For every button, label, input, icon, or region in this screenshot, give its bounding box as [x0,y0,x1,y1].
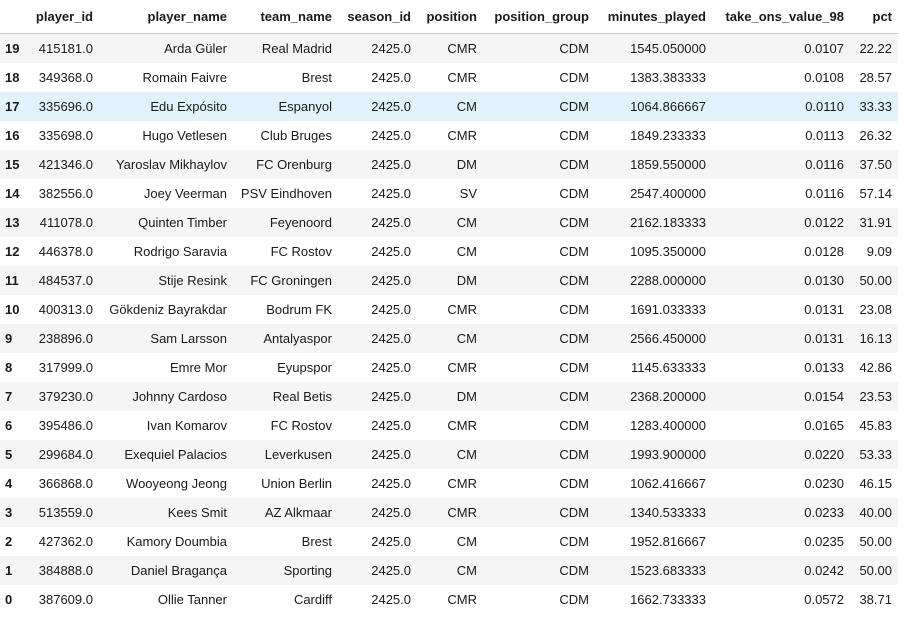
table-cell: PSV Eindhoven [240,186,332,201]
table-cell: 2425.0 [371,70,411,85]
row-index: 1 [5,563,13,578]
column-header: season_id [338,0,417,34]
table-cell: CMR [447,476,477,491]
table-cell: CMR [447,41,477,56]
table-cell: Edu Expósito [150,99,227,114]
table-cell: Espanyol [278,99,332,114]
table-cell: 484537.0 [38,273,93,288]
table-cell: CDM [559,157,589,172]
table-cell: 2425.0 [371,302,411,317]
table-cell: CM [456,563,477,578]
table-cell: CM [456,244,477,259]
table-cell: 349368.0 [38,70,93,85]
table-cell: 2425.0 [371,418,411,433]
row-index: 4 [5,476,13,491]
table-row [0,121,898,150]
table-cell: 2566.450000 [630,331,706,346]
table-cell: 0.0220 [804,447,844,462]
table-cell: 0.0122 [804,215,844,230]
table-cell: CDM [559,302,589,317]
table-cell: Bodrum FK [266,302,332,317]
table-cell: 23.08 [859,302,892,317]
table-cell: 40.00 [859,505,892,520]
table-cell: CMR [447,70,477,85]
table-row [0,411,898,440]
table-cell: 1523.683333 [630,563,706,578]
table-cell: 38.71 [859,592,892,607]
table-cell: 0.0116 [805,186,844,201]
table-cell: 23.53 [859,389,892,404]
table-cell: 2425.0 [371,592,411,607]
table-cell: 50.00 [859,273,892,288]
table-cell: 238896.0 [38,331,93,346]
table-cell: CDM [559,534,589,549]
table-cell: 1283.400000 [630,418,706,433]
table-cell: Brest [301,70,332,85]
table-cell: Emre Mor [169,360,227,375]
row-index: 5 [5,447,13,462]
table-cell: 9.09 [866,244,892,259]
table-cell: 0.0108 [804,70,844,85]
table-cell: Arda Güler [164,41,227,56]
table-cell: 421346.0 [38,157,93,172]
table-row [0,469,898,498]
table-cell: 387609.0 [38,592,93,607]
table-cell: Gökdeniz Bayrakdar [109,302,227,317]
table-cell: 1062.416667 [630,476,706,491]
table-cell: CDM [559,505,589,520]
table-cell: CDM [559,186,589,201]
table-cell: 42.86 [859,360,892,375]
table-cell: Joey Veerman [143,186,227,201]
column-header: team_name [233,0,338,34]
table-cell: CDM [559,592,589,607]
table-cell: 1145.633333 [631,360,706,375]
column-header: take_ons_value_98 [712,0,850,34]
index-header [0,0,28,34]
table-cell: 2425.0 [371,157,411,172]
table-cell: 382556.0 [38,186,93,201]
table-cell: 37.50 [859,157,892,172]
table-cell: 2425.0 [371,99,411,114]
table-row [0,266,898,295]
table-cell: 384888.0 [38,563,93,578]
table-cell: 0.0116 [805,157,844,172]
column-header: pct [850,0,898,34]
table-cell: DM [456,273,477,288]
table-cell: Wooyeong Jeong [126,476,227,491]
table-cell: Romain Faivre [142,70,227,85]
table-row [0,179,898,208]
table-cell: CDM [559,244,589,259]
table-cell: CDM [559,476,589,491]
table-row [0,556,898,585]
table-cell: 1859.550000 [630,157,706,172]
table-cell: Feyenoord [269,215,332,230]
table-cell: CMR [447,128,477,143]
row-index: 18 [5,70,20,85]
table-cell: 0.0113 [805,128,844,143]
table-cell: CDM [559,563,589,578]
row-index: 3 [5,505,13,520]
table-cell: Ivan Komarov [146,418,227,433]
table-row [0,585,898,614]
table-cell: 1849.233333 [630,128,706,143]
table-cell: 33.33 [859,99,892,114]
table-cell: 411078.0 [39,215,93,230]
table-cell: Kees Smit [167,505,227,520]
row-index: 15 [5,157,20,172]
table-cell: CDM [559,215,589,230]
table-cell: 0.0154 [804,389,844,404]
table-row [0,34,898,64]
table-cell: 2425.0 [371,331,411,346]
table-cell: 2425.0 [371,563,411,578]
row-index: 9 [5,331,13,346]
table-cell: 379230.0 [38,389,93,404]
table-row [0,324,898,353]
table-cell: Sporting [283,563,332,578]
table-cell: 415181.0 [38,41,93,56]
table-cell: 2425.0 [371,360,411,375]
table-cell: CDM [559,128,589,143]
column-header: player_id [28,0,99,34]
table-cell: 2425.0 [371,244,411,259]
table-cell: CMR [447,302,477,317]
row-index: 16 [5,128,20,143]
table-cell: CDM [559,389,589,404]
table-cell: CDM [559,41,589,56]
table-cell: CDM [559,360,589,375]
table-cell: CDM [559,331,589,346]
table-cell: 2425.0 [371,447,411,462]
table-cell: 446378.0 [38,244,93,259]
table-cell: Quinten Timber [138,215,227,230]
table-cell: 31.91 [859,215,892,230]
table-cell: 26.32 [859,128,892,143]
row-index: 14 [5,186,20,201]
table-cell: 513559.0 [38,505,93,520]
table-cell: CDM [559,447,589,462]
table-cell: 335698.0 [38,128,93,143]
row-index: 0 [5,592,13,607]
table-cell: CDM [559,418,589,433]
table-row [0,92,898,121]
table-row [0,63,898,92]
table-row [0,527,898,556]
table-cell: 2547.400000 [630,186,706,201]
table-cell: 1993.900000 [630,447,706,462]
table-cell: DM [456,389,477,404]
row-index: 10 [5,302,20,317]
table-cell: Real Betis [272,389,332,404]
table-cell: 0.0230 [804,476,844,491]
table-cell: 2162.183333 [630,215,706,230]
row-index: 13 [5,215,20,230]
table-cell: Daniel Bragança [130,563,227,578]
table-cell: 2425.0 [371,186,411,201]
table-cell: 1952.816667 [630,534,706,549]
table-cell: 366868.0 [38,476,93,491]
table-row [0,353,898,382]
table-cell: 0.0572 [804,592,844,607]
table-cell: 0.0131 [804,302,844,317]
table-cell: Brest [301,534,332,549]
table-cell: 427362.0 [38,534,93,549]
column-header: player_name [99,0,233,34]
table-cell: CM [456,215,477,230]
table-cell: 335696.0 [38,99,93,114]
table-cell: Hugo Vetlesen [142,128,227,143]
table-cell: Yaroslav Mikhaylov [115,157,227,172]
table-cell: CMR [447,505,477,520]
table-cell: 299684.0 [38,447,93,462]
table-cell: 2425.0 [371,505,411,520]
table-cell: 2368.200000 [630,389,706,404]
table-cell: 2425.0 [371,534,411,549]
table-cell: 317999.0 [38,360,93,375]
table-row [0,382,898,411]
table-cell: CMR [447,592,477,607]
table-cell: Club Bruges [260,128,332,143]
table-cell: 1691.033333 [630,302,706,317]
table-cell: CM [456,447,477,462]
table-cell: 45.83 [859,418,892,433]
row-index: 19 [5,41,20,56]
table-cell: 57.14 [859,186,892,201]
table-row [0,150,898,179]
table-cell: 2425.0 [371,476,411,491]
table-cell: CMR [447,360,477,375]
table-cell: Union Berlin [261,476,332,491]
table-cell: 2425.0 [371,273,411,288]
table-body [0,34,898,615]
table-cell: 22.22 [859,41,892,56]
table-cell: 2425.0 [371,128,411,143]
row-index: 7 [5,389,13,404]
header-row [0,0,898,34]
table-cell: 2425.0 [371,215,411,230]
table-cell: Rodrigo Saravia [133,244,227,259]
row-index: 8 [5,360,13,375]
column-header: position_group [483,0,595,34]
table-cell: 0.0233 [804,505,844,520]
table-cell: 0.0165 [804,418,844,433]
table-cell: 16.13 [859,331,892,346]
table-row [0,208,898,237]
row-index: 11 [5,273,19,288]
table-cell: FC Rostov [270,244,332,259]
row-index: 12 [5,244,20,259]
row-index: 17 [5,99,20,114]
table-cell: 46.15 [859,476,892,491]
table-cell: SV [459,186,477,201]
table-cell: 0.0130 [804,273,844,288]
table-cell: 0.0242 [804,563,844,578]
table-cell: CDM [559,70,589,85]
table-cell: 1545.050000 [630,41,706,56]
table-cell: Exequiel Palacios [124,447,227,462]
table-cell: CM [456,99,477,114]
table-cell: 1662.733333 [630,592,706,607]
table-cell: Cardiff [293,592,332,607]
table-cell: Leverkusen [264,447,332,462]
table-cell: CM [456,331,477,346]
table-cell: 53.33 [859,447,892,462]
table-cell: FC Groningen [250,273,332,288]
table-cell: 28.57 [859,70,892,85]
table-cell: 395486.0 [38,418,93,433]
table-cell: Johnny Cardoso [132,389,227,404]
table-cell: 400313.0 [38,302,93,317]
table-cell: 0.0133 [804,360,844,375]
table-cell: 0.0110 [805,99,844,114]
table-cell: 0.0131 [804,331,844,346]
table-cell: 0.0107 [804,41,844,56]
table-cell: AZ Alkmaar [264,505,332,520]
table-cell: Ollie Tanner [157,592,227,607]
table-cell: FC Orenburg [256,157,332,172]
table-cell: CM [456,534,477,549]
table-cell: Real Madrid [261,41,332,56]
table-cell: Antalyaspor [263,331,332,346]
table-cell: Eyupspor [277,360,332,375]
table-cell: 2425.0 [371,389,411,404]
table-cell: 50.00 [859,563,892,578]
row-index: 2 [5,534,13,549]
table-header [0,0,898,34]
table-cell: CDM [559,273,589,288]
table-cell: 50.00 [859,534,892,549]
table-row [0,498,898,527]
table-cell: 0.0235 [804,534,844,549]
table-cell: CDM [559,99,589,114]
table-cell: DM [456,157,477,172]
table-cell: 0.0128 [804,244,844,259]
row-index: 6 [5,418,13,433]
table-cell: 1340.533333 [630,505,706,520]
table-cell: CMR [447,418,477,433]
table-cell: 1064.866667 [630,99,706,114]
column-header: position [417,0,483,34]
column-header: minutes_played [595,0,712,34]
table-row [0,295,898,324]
table-cell: Stije Resink [158,273,227,288]
table-cell: 2425.0 [371,41,411,56]
table-row [0,237,898,266]
table-cell: 1095.350000 [630,244,706,259]
table-row [0,440,898,469]
table-cell: 1383.383333 [630,70,706,85]
table-cell: 2288.000000 [630,273,706,288]
table-cell: Kamory Doumbia [126,534,227,549]
table-cell: Sam Larsson [150,331,227,346]
table-cell: FC Rostov [270,418,332,433]
